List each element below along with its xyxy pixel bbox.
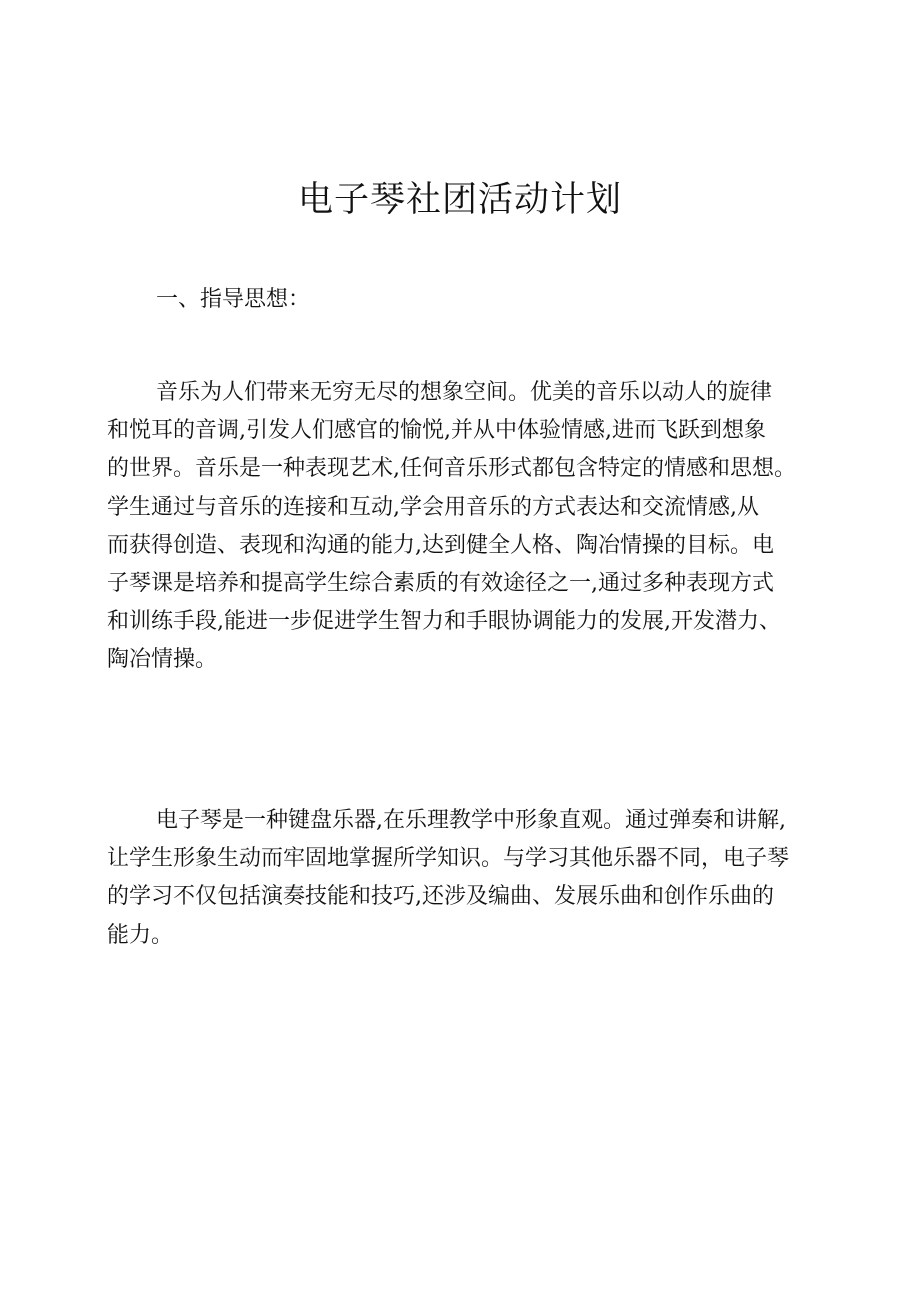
paragraph-line: 和悦耳的音调,引发人们感官的愉悦,并从中体验情感,进而飞跃到想象: [107, 418, 766, 444]
paragraph-line: 让学生形象生动而牢固地掌握所学知识。与学习其他乐器不同，电子琴: [107, 846, 790, 872]
section-heading-guiding-ideology: 一、指导思想：: [156, 287, 311, 312]
document-title: 电子琴社团活动计划: [297, 180, 622, 220]
paragraph-line: 陶冶情操。: [107, 647, 218, 673]
paragraph-line: 而获得创造、表现和沟通的能力,达到健全人格、陶冶情操的目标。电: [107, 532, 774, 558]
paragraph-line: 能力。: [107, 922, 174, 948]
paragraph-line: 的学习不仅包括演奏技能和技巧,还涉及编曲、发展乐曲和创作乐曲的: [107, 884, 774, 910]
paragraph-line: 和训练手段,能进一步促进学生智力和手眼协调能力的发展,开发潜力、: [107, 609, 781, 635]
paragraph-line: 子琴课是培养和提高学生综合素质的有效途径之一,通过多种表现方式: [107, 571, 774, 597]
paragraph-line: 学生通过与音乐的连接和互动,学会用音乐的方式表达和交流情感,从: [107, 494, 759, 520]
paragraph-line: 的世界。音乐是一种表现艺术,任何音乐形式都包含特定的情感和思想。: [107, 456, 796, 482]
paragraph-keyboard-instrument: [107, 802, 815, 955]
paragraph-line: 电子琴是一种键盘乐器,在乐理教学中形象直观。通过弹奏和讲解,: [156, 808, 786, 833]
paragraph-music-imagination: [107, 374, 815, 680]
paragraph-line: 音乐为人们带来无穷无尽的想象空间。优美的音乐以动人的旋律: [156, 380, 773, 405]
